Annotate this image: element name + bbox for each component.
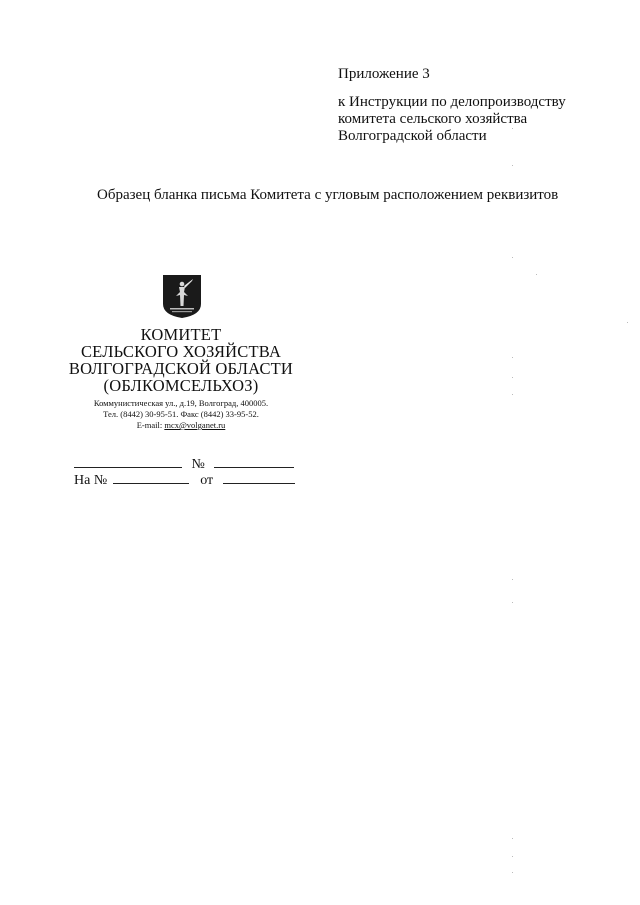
appendix-line-3: Волгоградской области <box>338 128 487 144</box>
contact-details <box>66 398 296 431</box>
email-label: E-mail: <box>136 420 165 430</box>
reference-date-blank <box>223 471 295 484</box>
email-link[interactable]: mcx@volganet.ru <box>164 420 226 430</box>
org-name-line-3: ВОЛГОГРАДСКОЙ ОБЛАСТИ <box>68 359 294 378</box>
address: Коммунистическая ул., д.19, Волгоград, 400005. <box>93 398 269 408</box>
email-line <box>66 420 296 431</box>
reference-number-blank <box>113 471 189 484</box>
number-sign: № <box>191 457 205 472</box>
date-blank <box>74 455 182 468</box>
org-name-block <box>66 326 296 394</box>
org-short-name: (ОБЛКОМСЕЛЬХОЗ) <box>103 376 259 395</box>
org-name-line-2: СЕЛЬСКОГО ХОЗЯЙСТВА <box>80 342 282 361</box>
appendix-header <box>338 66 566 145</box>
appendix-line-1: к Инструкции по делопроизводству <box>338 94 566 110</box>
appendix-line-2: комитета сельского хозяйства <box>338 111 528 127</box>
reference-row <box>74 471 304 489</box>
coat-of-arms-icon <box>162 274 202 319</box>
from-label: от <box>200 473 214 488</box>
sample-title: Образец бланка письма Комитета с угловым расположением реквизитов <box>97 187 559 203</box>
phone-fax: Тел. (8442) 30-95-51. Факс (8442) 33-95-52. <box>103 409 259 419</box>
appendix-spacer <box>338 83 566 94</box>
reference-label: На № <box>74 473 108 488</box>
number-blank <box>214 455 294 468</box>
org-name-line-1: КОМИТЕТ <box>140 325 222 344</box>
appendix-number: Приложение 3 <box>338 66 430 82</box>
